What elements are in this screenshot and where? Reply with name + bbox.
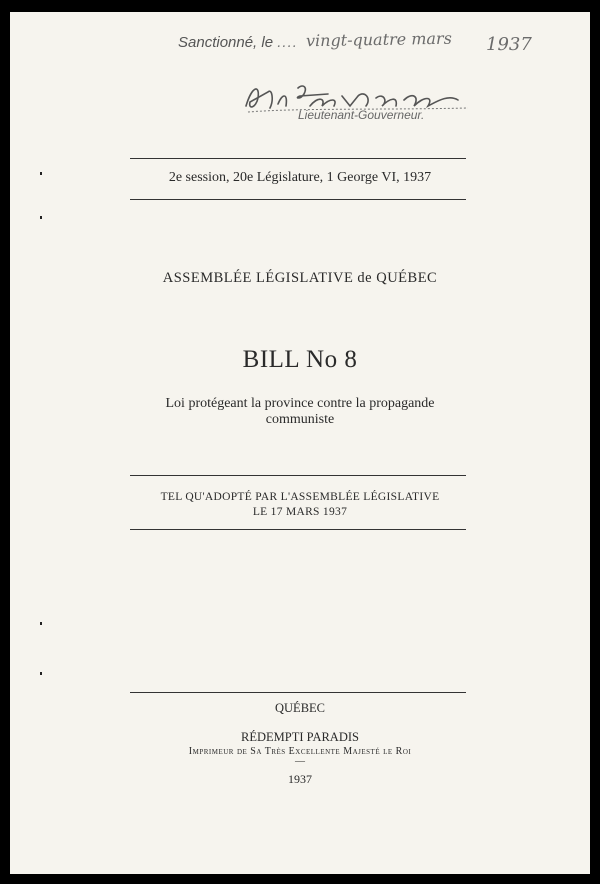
- adoption-line-1: TEL QU'ADOPTÉ PAR L'ASSEMBLÉE LÉGISLATIVE: [160, 491, 440, 503]
- divider-rule: [130, 199, 466, 200]
- punch-mark: [40, 216, 42, 219]
- imprint-dash: —: [295, 756, 305, 767]
- divider-rule: [130, 475, 466, 476]
- punch-mark: [40, 622, 42, 625]
- lieutenant-governor-label: Lieutenant-Gouverneur.: [298, 108, 425, 122]
- imprint-year: 1937: [288, 772, 312, 786]
- punch-mark: [40, 672, 42, 675]
- imprint-printer: RÉDEMPTI PARADIS: [241, 730, 359, 744]
- imprint-printer-title: Imprimeur de Sa Très Excellente Majesté le Roi: [188, 746, 412, 757]
- document-page: [10, 12, 590, 874]
- assembly-heading: ASSEMBLÉE LÉGISLATIVE de QUÉBEC: [162, 270, 438, 286]
- bill-title: BILL No 8: [242, 346, 358, 373]
- bill-subtitle-line-2: communiste: [265, 412, 335, 427]
- divider-rule: [130, 529, 466, 530]
- session-line: 2e session, 20e Législature, 1 George VI, 1937: [168, 170, 432, 185]
- punch-mark: [40, 172, 42, 175]
- sanction-dots: ....: [277, 34, 298, 51]
- sanction-label: Sanctionné, le: [178, 34, 274, 51]
- adoption-statement: [10, 490, 590, 520]
- handwritten-year: 1937: [486, 34, 532, 55]
- bill-subtitle-line-1: Loi protégeant la province contre la propagande: [165, 396, 435, 411]
- divider-rule: [130, 158, 466, 159]
- handwritten-date: vingt-quatre mars: [305, 28, 452, 51]
- divider-rule: [130, 692, 466, 693]
- bill-subtitle: [10, 396, 590, 428]
- adoption-line-2: LE 17 MARS 1937: [252, 506, 348, 518]
- sanction-stamp: [178, 34, 298, 51]
- imprint-city: QUÉBEC: [275, 701, 325, 715]
